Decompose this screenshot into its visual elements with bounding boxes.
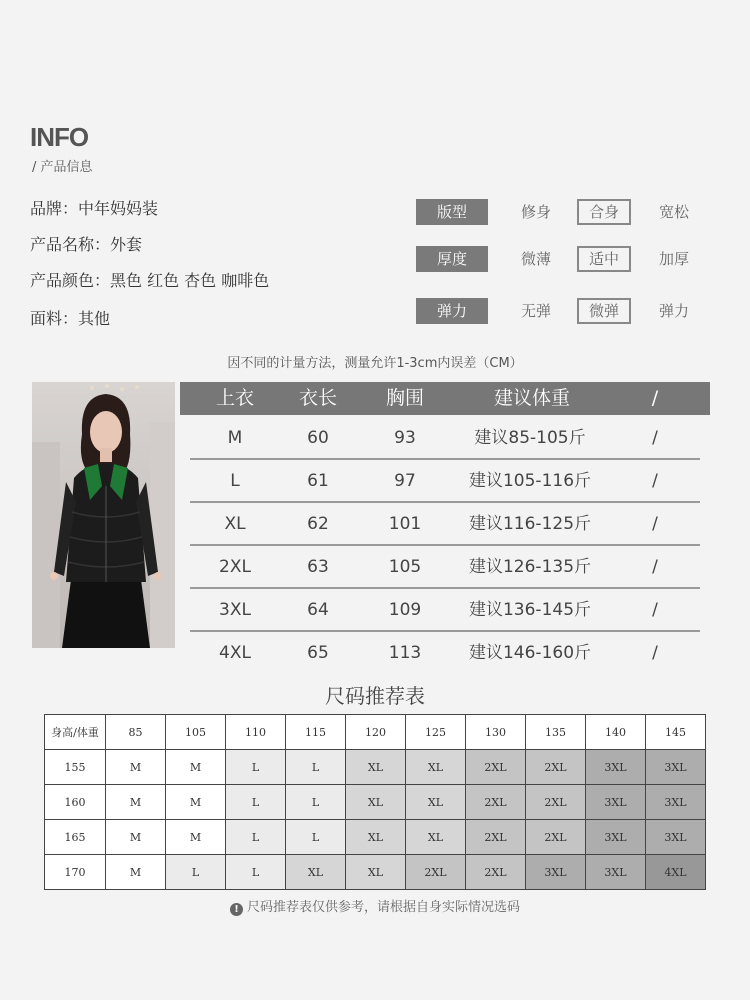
grid-size-cell: L xyxy=(286,750,346,785)
size-cell: 63 xyxy=(307,557,329,577)
grid-height-label: 160 xyxy=(45,785,106,820)
grid-size-cell: 3XL xyxy=(586,855,646,890)
grid-size-cell: 3XL xyxy=(586,820,646,855)
size-table-header xyxy=(180,382,710,415)
size-cell: XL xyxy=(224,514,246,534)
size-cell: 97 xyxy=(394,471,416,491)
grid-size-cell: 3XL xyxy=(646,820,706,855)
row-separator xyxy=(190,458,700,460)
size-row xyxy=(180,633,700,675)
size-cell: / xyxy=(652,600,658,620)
size-cell: 60 xyxy=(307,428,329,448)
size-row xyxy=(180,418,700,460)
grid-weight-header: 140 xyxy=(586,715,646,750)
grid-size-cell: M xyxy=(106,750,166,785)
grid-height-label: 155 xyxy=(45,750,106,785)
model-photo xyxy=(32,382,175,648)
grid-size-cell: XL xyxy=(406,750,466,785)
grid-size-cell: 2XL xyxy=(526,785,586,820)
size-cell: 建议85-105斤 xyxy=(474,428,586,448)
size-cell: 4XL xyxy=(219,643,251,663)
size-cell: M xyxy=(227,428,243,448)
size-cell: 62 xyxy=(307,514,329,534)
grid-weight-header: 85 xyxy=(106,715,166,750)
grid-size-cell: L xyxy=(286,820,346,855)
grid-size-cell: XL xyxy=(406,820,466,855)
fabric-line: 面料：其他 xyxy=(30,309,111,328)
grid-corner-label: 身高/体重 xyxy=(45,715,106,750)
size-cell: 65 xyxy=(307,643,329,663)
size-cell: 101 xyxy=(388,514,422,534)
attr-option: 微薄 xyxy=(520,250,551,268)
info-title: INFO xyxy=(30,122,89,152)
attr-option: 宽松 xyxy=(658,203,689,221)
grid-weight-header: 115 xyxy=(286,715,346,750)
grid-size-cell: L xyxy=(226,785,286,820)
grid-size-cell: M xyxy=(106,855,166,890)
grid-size-cell: 2XL xyxy=(526,820,586,855)
attr-option: 弹力 xyxy=(658,302,689,320)
size-cell: / xyxy=(652,514,658,534)
size-cell: 2XL xyxy=(219,557,251,577)
grid-weight-header: 110 xyxy=(226,715,286,750)
measure-note: 因不同的计量方法，测量允许1-3cm内误差（CM） xyxy=(227,356,523,371)
attr-option-selected: 合身 xyxy=(577,199,631,225)
grid-size-cell: 3XL xyxy=(646,750,706,785)
grid-size-cell: M xyxy=(166,785,226,820)
size-cell: L xyxy=(230,471,240,491)
grid-size-cell: L xyxy=(226,750,286,785)
grid-weight-header: 120 xyxy=(346,715,406,750)
size-cell: 109 xyxy=(388,600,422,620)
row-separator xyxy=(190,501,700,503)
size-cell: 61 xyxy=(307,471,329,491)
grid-size-cell: 3XL xyxy=(526,855,586,890)
grid-size-cell: XL xyxy=(346,820,406,855)
grid-weight-header: 125 xyxy=(406,715,466,750)
attr-option: 修身 xyxy=(520,203,551,221)
grid-size-cell: M xyxy=(106,785,166,820)
attr-label-elasticity: 弹力 xyxy=(416,298,488,324)
recommend-title: 尺码推荐表 xyxy=(325,684,425,708)
grid-size-cell: 3XL xyxy=(586,750,646,785)
grid-row xyxy=(45,750,706,785)
row-separator xyxy=(190,630,700,632)
row-separator xyxy=(190,587,700,589)
grid-height-label: 170 xyxy=(45,855,106,890)
grid-size-cell: 3XL xyxy=(646,785,706,820)
attr-option: 加厚 xyxy=(658,250,689,268)
footnote-text: 尺码推荐表仅供参考，请根据自身实际情况选码 xyxy=(246,900,520,915)
size-cell: 建议146-160斤 xyxy=(468,643,592,663)
attr-option-selected: 适中 xyxy=(577,246,631,272)
size-cell: / xyxy=(652,428,658,448)
product-colors-line: 产品颜色：黑色 红色 杏色 咖啡色 xyxy=(30,271,270,290)
grid-size-cell: XL xyxy=(346,785,406,820)
grid-size-cell: XL xyxy=(346,750,406,785)
size-header-cell: 建议体重 xyxy=(493,387,570,409)
grid-size-cell: 2XL xyxy=(466,855,526,890)
size-cell: 105 xyxy=(388,557,422,577)
info-subtitle: / 产品信息 xyxy=(32,160,93,175)
grid-size-cell: M xyxy=(166,820,226,855)
product-name-line: 产品名称：外套 xyxy=(30,235,143,254)
grid-height-label: 165 xyxy=(45,820,106,855)
size-cell: 113 xyxy=(388,643,422,663)
size-cell: / xyxy=(652,557,658,577)
grid-size-cell: L xyxy=(226,820,286,855)
size-cell: 建议105-116斤 xyxy=(468,471,592,491)
grid-size-cell: XL xyxy=(406,785,466,820)
grid-weight-header: 145 xyxy=(646,715,706,750)
grid-size-cell: 3XL xyxy=(586,785,646,820)
grid-size-cell: XL xyxy=(286,855,346,890)
grid-row xyxy=(45,855,706,890)
grid-size-cell: XL xyxy=(346,855,406,890)
row-separator xyxy=(190,544,700,546)
size-header-cell: / xyxy=(651,387,659,409)
info-icon: ! xyxy=(230,903,243,916)
grid-size-cell: L xyxy=(166,855,226,890)
grid-size-cell: 2XL xyxy=(526,750,586,785)
grid-size-cell: 2XL xyxy=(406,855,466,890)
grid-size-cell: L xyxy=(226,855,286,890)
attr-label-thickness: 厚度 xyxy=(416,246,488,272)
grid-weight-header: 105 xyxy=(166,715,226,750)
size-row xyxy=(180,590,700,632)
size-header-cell: 上衣 xyxy=(215,387,254,409)
size-header-cell: 衣长 xyxy=(298,387,337,409)
size-row xyxy=(180,461,700,503)
brand-line: 品牌：中年妈妈装 xyxy=(30,199,159,218)
size-cell: 建议126-135斤 xyxy=(468,557,592,577)
grid-header-row xyxy=(45,715,706,750)
grid-size-cell: 2XL xyxy=(466,750,526,785)
size-recommend-grid xyxy=(44,714,706,890)
grid-size-cell: M xyxy=(166,750,226,785)
grid-size-cell: M xyxy=(106,820,166,855)
size-cell: 建议116-125斤 xyxy=(468,514,592,534)
size-cell: 建议136-145斤 xyxy=(468,600,592,620)
recommend-footnote xyxy=(0,896,750,916)
grid-row xyxy=(45,785,706,820)
size-cell: / xyxy=(652,643,658,663)
attr-option-selected: 微弹 xyxy=(577,298,631,324)
grid-size-cell: 2XL xyxy=(466,820,526,855)
size-cell: 64 xyxy=(307,600,329,620)
size-row xyxy=(180,547,700,589)
grid-size-cell: L xyxy=(286,785,346,820)
size-cell: 3XL xyxy=(219,600,251,620)
size-row xyxy=(180,504,700,546)
size-header-cell: 胸围 xyxy=(385,387,424,409)
grid-weight-header: 130 xyxy=(466,715,526,750)
size-cell: / xyxy=(652,471,658,491)
size-cell: 93 xyxy=(394,428,416,448)
grid-size-cell: 4XL xyxy=(646,855,706,890)
attr-option: 无弹 xyxy=(520,302,551,320)
grid-row xyxy=(45,820,706,855)
grid-weight-header: 135 xyxy=(526,715,586,750)
attr-label-fit: 版型 xyxy=(416,199,488,225)
grid-size-cell: 2XL xyxy=(466,785,526,820)
